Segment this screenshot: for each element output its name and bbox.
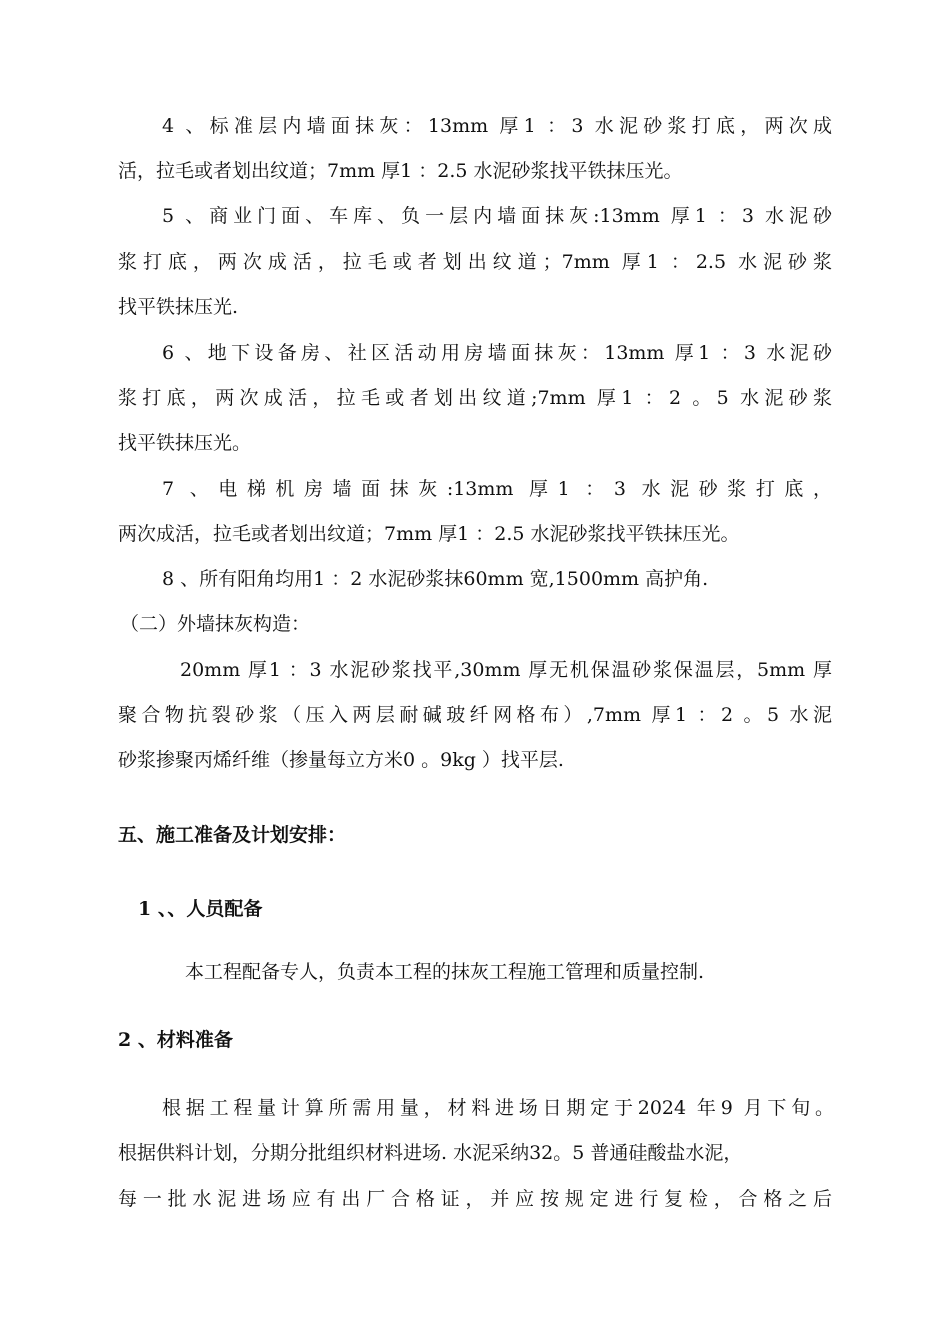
- paragraph-7-line-2: 两次成活，拉毛或者划出纹道；7mm 厚1 ：2.5 水泥砂浆找平铁抹压光。: [118, 523, 740, 545]
- section-exterior-title: （二）外墙抹灰构造：: [120, 613, 311, 635]
- materials-line-1: 根据工程量计算所需用量，材料进场日期定于2024 年9 月下旬。: [162, 1097, 834, 1119]
- paragraph-5-line-2: 浆打底，两次成活，拉毛或者划出纹道；7mm 厚1 ：2.5 水泥砂浆: [118, 251, 832, 273]
- subsection-1-heading: 1 、、人员配备: [138, 898, 263, 920]
- exterior-line-3: 砂浆掺聚丙烯纤维（掺量每立方米0 。9kg ）找平层.: [118, 749, 564, 771]
- paragraph-8-line-1: 8 、所有阳角均用1 ：2 水泥砂浆抹60mm 宽,1500mm 高护角.: [162, 568, 709, 590]
- paragraph-6-line-2: 浆打底，两次成活，拉毛或者划出纹道;7mm 厚1 ：2 。5 水泥砂浆: [118, 387, 832, 409]
- exterior-line-1: 20mm 厚1 ：3 水泥砂浆找平,30mm 厚无机保温砂浆保温层，5mm 厚: [180, 659, 832, 681]
- paragraph-7-line-1: 7 、电梯机房墙面抹灰:13mm 厚1 ：3 水泥砂浆打底，: [162, 478, 832, 500]
- section-5-heading: 五、施工准备及计划安排：: [118, 824, 347, 846]
- paragraph-6-line-3: 找平铁抹压光。: [118, 432, 252, 454]
- subsection-2-heading: 2 、材料准备: [118, 1029, 233, 1051]
- materials-line-3: 每一批水泥进场应有出厂合格证，并应按规定进行复检，合格之后: [118, 1188, 832, 1210]
- paragraph-4-line-2: 活，拉毛或者划出纹道；7mm 厚1 ：2.5 水泥砂浆找平铁抹压光。: [118, 160, 683, 182]
- paragraph-5-line-3: 找平铁抹压光.: [118, 296, 239, 318]
- personnel-text: 本工程配备专人，负责本工程的抹灰工程施工管理和质量控制.: [185, 961, 705, 983]
- materials-line-2: 根据供料计划，分期分批组织材料进场. 水泥采纳32。5 普通硅酸盐水泥，: [118, 1142, 743, 1164]
- paragraph-4-line-1: 4 、标准层内墙面抹灰：13mm 厚1 ：3 水泥砂浆打底，两次成: [162, 115, 832, 137]
- paragraph-6-line-1: 6 、地下设备房、社区活动用房墙面抹灰：13mm 厚1 ：3 水泥砂: [162, 342, 832, 364]
- paragraph-5-line-1: 5 、商业门面、车库、负一层内墙面抹灰:13mm 厚1 ：3 水泥砂: [162, 205, 832, 227]
- exterior-line-2: 聚合物抗裂砂浆（压入两层耐碱玻纤网格布）,7mm 厚1 ：2 。5 水泥: [118, 704, 832, 726]
